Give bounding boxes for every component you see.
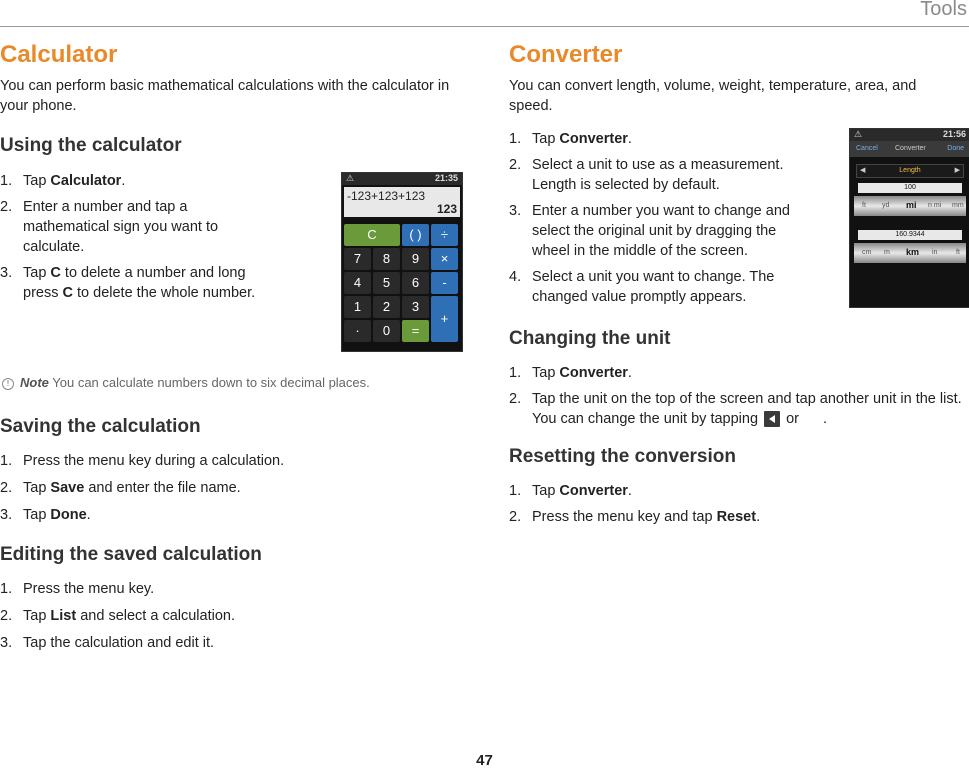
converter-screen-title: Converter: [895, 145, 926, 152]
list-item: [509, 155, 799, 195]
step-bold: Reset: [716, 509, 757, 525]
editing-steps: [0, 579, 470, 653]
list-item: [0, 633, 470, 653]
key-1[interactable]: 1: [344, 296, 371, 318]
step-number: 4.: [509, 269, 522, 285]
list-item: [509, 201, 799, 261]
chevron-left-icon[interactable]: ◀: [860, 167, 866, 174]
wheel-option-selected: mi: [906, 200, 917, 210]
step-text: Tap: [23, 173, 51, 189]
output-value-field: 160.9344: [858, 230, 962, 240]
step-number: 2.: [509, 509, 522, 525]
list-item: [509, 507, 969, 527]
done-button[interactable]: Done: [947, 145, 964, 152]
step-text-mid: or: [782, 411, 803, 427]
status-time: 21:56: [942, 129, 966, 139]
decimal-key[interactable]: ·: [344, 320, 371, 342]
key-5[interactable]: 5: [373, 272, 400, 294]
step-text-post: .: [627, 131, 632, 147]
converter-intro: You can convert length, volume, weight, temperature, area, and speed.: [509, 78, 917, 114]
step-text: Select a unit to use as a measurement. Length is selected by default.: [532, 157, 784, 193]
wheel-option: in: [932, 249, 938, 256]
step-bold: Converter: [559, 131, 628, 147]
step-text: Tap: [532, 365, 560, 381]
step-text: Tap: [23, 608, 51, 624]
list-item: [0, 451, 470, 471]
step-text-post: .: [627, 483, 632, 499]
step-text: Press the menu key during a calculation.: [23, 453, 285, 469]
calculator-result: 123: [436, 202, 457, 216]
step-bold: Save: [50, 480, 85, 496]
wheel-option: m: [884, 249, 890, 256]
step-text: Press the menu key and tap: [532, 509, 717, 525]
step-text: Tap: [23, 480, 51, 496]
step-text-post: and select a calculation.: [76, 608, 235, 624]
using-calculator-steps: [0, 171, 270, 303]
key-7[interactable]: 7: [344, 248, 371, 270]
minus-key[interactable]: -: [431, 272, 458, 294]
step-text: Tap: [23, 507, 51, 523]
converter-title: Converter: [509, 41, 623, 68]
equals-key[interactable]: =: [402, 320, 429, 342]
step-bold: C: [50, 265, 61, 281]
wheel-option: n mi: [928, 202, 942, 209]
list-item: [0, 263, 270, 303]
calculator-intro: You can perform basic mathematical calculations with the calculator in your phone.: [0, 78, 450, 114]
calculator-display: [344, 187, 460, 217]
step-number: 3.: [0, 635, 13, 651]
step-text: Select a unit you want to change. The changed value promptly appears.: [532, 269, 775, 305]
calculator-expression: -123+123+123: [347, 189, 426, 203]
step-text-post: .: [121, 173, 126, 189]
list-item: [0, 579, 470, 599]
step-text-post: .: [823, 411, 828, 427]
unit-label: Length: [899, 167, 921, 174]
key-4[interactable]: 4: [344, 272, 371, 294]
list-item: [0, 505, 470, 525]
source-unit-wheel[interactable]: [854, 196, 966, 216]
step-number: 1.: [0, 581, 13, 597]
list-item: [509, 129, 799, 149]
header-section-title: Tools: [920, 0, 967, 20]
step-number: 1.: [0, 173, 13, 189]
list-item: [509, 389, 969, 429]
step-number: 2.: [0, 480, 13, 496]
key-6[interactable]: 6: [402, 272, 429, 294]
converter-screenshot: [849, 128, 969, 308]
wheel-option: mm: [952, 202, 964, 209]
list-item: [509, 363, 969, 383]
step-bold: Converter: [559, 365, 628, 381]
cancel-button[interactable]: Cancel: [856, 145, 878, 152]
step-bold: List: [50, 608, 77, 624]
info-icon: !: [2, 378, 14, 390]
step-text-post: .: [756, 509, 761, 525]
step-text-post: and enter the file name.: [84, 480, 241, 496]
key-3[interactable]: 3: [402, 296, 429, 318]
step-text-post-2: to delete the whole number.: [72, 285, 256, 301]
status-bar: [850, 129, 969, 141]
status-time: 21:35: [434, 173, 458, 183]
warning-icon: ⚠: [854, 129, 863, 139]
status-bar: [342, 173, 462, 185]
step-number: 2.: [0, 199, 13, 215]
step-number: 2.: [509, 157, 522, 173]
step-number: 3.: [0, 507, 13, 523]
editing-calculation-heading: Editing the saved calculation: [0, 544, 262, 565]
list-item: [0, 171, 270, 191]
resetting-steps: [509, 481, 969, 527]
plus-key[interactable]: +: [431, 296, 458, 342]
list-item: [0, 606, 470, 626]
wheel-option: yd: [882, 202, 890, 209]
list-item: [0, 197, 238, 257]
key-2[interactable]: 2: [373, 296, 400, 318]
key-9[interactable]: 9: [402, 248, 429, 270]
step-bold: Calculator: [50, 173, 122, 189]
header-rule: [0, 26, 969, 27]
note-label: Note: [20, 375, 49, 390]
changing-steps: [509, 363, 969, 429]
warning-icon: ⚠: [346, 173, 355, 183]
step-number: 2.: [0, 608, 13, 624]
wheel-option: cm: [862, 249, 872, 256]
step-text-post: .: [627, 365, 632, 381]
divide-key[interactable]: ÷: [431, 224, 458, 246]
resetting-conversion-heading: Resetting the conversion: [509, 446, 736, 467]
calculator-screenshot: [341, 172, 463, 352]
note-text: You can calculate numbers down to six decimal places.: [52, 375, 370, 390]
converter-steps: [509, 129, 799, 307]
step-number: 2.: [509, 391, 522, 407]
target-unit-wheel[interactable]: [854, 243, 966, 263]
input-value-field[interactable]: 100: [858, 183, 962, 193]
step-number: 1.: [509, 483, 522, 499]
step-text: Enter a number and tap a mathematical sign you want to calculate.: [23, 199, 219, 255]
saving-calculation-heading: Saving the calculation: [0, 416, 201, 437]
wheel-option: ft: [862, 202, 866, 209]
step-number: 1.: [509, 365, 522, 381]
list-item: [509, 481, 969, 501]
step-bold-2: C: [62, 285, 73, 301]
step-bold: Converter: [559, 483, 628, 499]
page-number: 47: [476, 752, 493, 769]
calculator-note: [2, 375, 370, 390]
calculator-title: Calculator: [0, 41, 118, 68]
unit-selector[interactable]: [856, 164, 964, 178]
step-number: 3.: [509, 203, 522, 219]
clear-key[interactable]: C: [344, 224, 400, 246]
step-text-post: .: [86, 507, 91, 523]
chevron-right-icon[interactable]: ▶: [954, 167, 960, 174]
left-arrow-icon: [764, 411, 780, 427]
step-number: 3.: [0, 265, 13, 281]
key-8[interactable]: 8: [373, 248, 400, 270]
step-text: Tap the unit on the top of the screen and tap another unit in the list. You can change the unit by tapping: [532, 391, 962, 427]
step-text: Press the menu key.: [23, 581, 155, 597]
list-item: [0, 478, 470, 498]
using-calculator-heading: Using the calculator: [0, 135, 182, 156]
changing-unit-heading: Changing the unit: [509, 328, 671, 349]
step-text: Enter a number you want to change and select the original unit by dragging the wheel in the middle of the screen.: [532, 203, 790, 259]
step-text-post: to delete a number and long press: [23, 265, 246, 301]
saving-steps: [0, 451, 470, 525]
step-bold: Done: [50, 507, 87, 523]
converter-toolbar: [850, 141, 969, 157]
step-number: 1.: [0, 453, 13, 469]
step-text: Tap: [532, 131, 560, 147]
step-text: Tap the calculation and edit it.: [23, 635, 215, 651]
key-0[interactable]: 0: [373, 320, 400, 342]
wheel-option-selected: km: [906, 247, 920, 257]
wheel-option: ft: [956, 249, 960, 256]
parentheses-key[interactable]: ( ): [402, 224, 429, 246]
step-number: 1.: [509, 131, 522, 147]
step-text: Tap: [532, 483, 560, 499]
step-text: Tap: [23, 265, 51, 281]
multiply-key[interactable]: ×: [431, 248, 458, 270]
list-item: [509, 267, 799, 307]
